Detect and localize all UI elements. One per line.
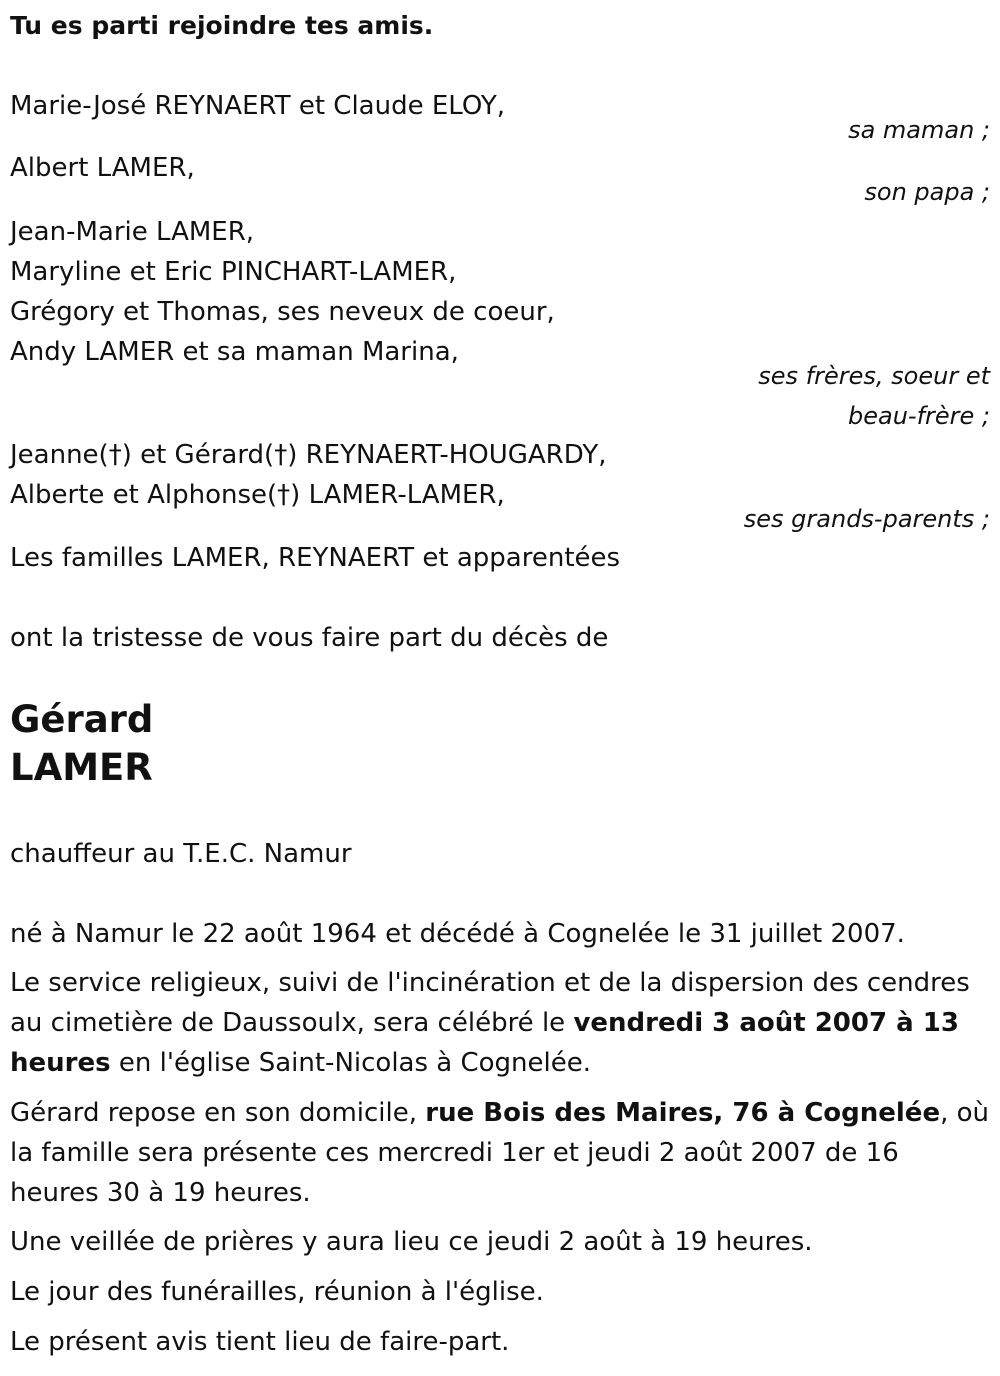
- notice: [10, 1322, 990, 1362]
- vigil: [10, 1222, 990, 1262]
- families-line: [10, 538, 990, 578]
- sibling-line: Jean-Marie LAMER,: [10, 217, 255, 247]
- sibling-line: Andy LAMER et sa maman Marina,: [10, 337, 459, 367]
- grandparents-role: ses grands-parents ;: [743, 505, 990, 533]
- rest-paragraph: [10, 1093, 990, 1213]
- birth-death: [10, 914, 990, 954]
- grandparent-line: Alberte et Alphonse(†) LAMER-LAMER,: [10, 480, 505, 510]
- announce-text: ont la tristesse de vous faire part du décès de: [10, 623, 609, 653]
- grandparent-line: Jeanne(†) et Gérard(†) REYNAERT-HOUGARDY,: [10, 440, 607, 470]
- birth-death-text: né à Namur le 22 août 1964 et décédé à Cognelée le 31 juillet 2007.: [10, 919, 905, 949]
- maman-role: sa maman ;: [848, 116, 990, 144]
- vigil-text: Une veillée de prières y aura lieu ce jeudi 2 août à 19 heures.: [10, 1227, 813, 1257]
- occupation: [10, 834, 990, 874]
- announce: [10, 618, 990, 658]
- funeral-meeting-text: Le jour des funérailles, réunion à l'église.: [10, 1277, 544, 1307]
- family-papa: [10, 148, 990, 188]
- family-siblings: [10, 212, 990, 372]
- service-place: en l'église Saint-Nicolas à Cognelée.: [110, 1048, 591, 1078]
- deceased-first-name: Gérard: [10, 698, 154, 741]
- service-paragraph: [10, 963, 990, 1083]
- siblings-role-1: ses frères, soeur et: [758, 362, 990, 390]
- rest-text: Gérard repose en son domicile,: [10, 1098, 426, 1128]
- sibling-line: Maryline et Eric PINCHART-LAMER,: [10, 257, 457, 287]
- deceased-name: [10, 696, 153, 792]
- service-text: Le service religieux, suivi de l'incinération et de la dispersion des cendres au cimetière de Daussoulx, sera célébré le: [10, 968, 970, 1038]
- funeral-meeting: [10, 1272, 990, 1312]
- notice-text: Le présent avis tient lieu de faire-part.: [10, 1327, 510, 1357]
- service-date: vendredi 3 août 2007 à 13 heures: [10, 1008, 959, 1078]
- families-text: Les familles LAMER, REYNAERT et apparentées: [10, 543, 621, 573]
- rest-hours: , où la famille sera présente ces mercredi 1er et jeudi 2 août 2007 de 16 heures 30 à 19 heures.: [10, 1098, 989, 1208]
- sibling-line: Grégory et Thomas, ses neveux de coeur,: [10, 297, 555, 327]
- deceased-last-name: LAMER: [10, 746, 153, 789]
- papa-line: Albert LAMER,: [10, 153, 195, 183]
- maman-line: Marie-José REYNAERT et Claude ELOY,: [10, 91, 506, 121]
- siblings-role-2: beau-frère ;: [847, 402, 990, 430]
- family-maman: [10, 86, 990, 126]
- occupation-text: chauffeur au T.E.C. Namur: [10, 839, 352, 869]
- rest-address: rue Bois des Maires, 76 à Cognelée: [425, 1098, 941, 1128]
- page-title: Tu es parti rejoindre tes amis.: [10, 11, 434, 40]
- papa-role: son papa ;: [864, 178, 990, 206]
